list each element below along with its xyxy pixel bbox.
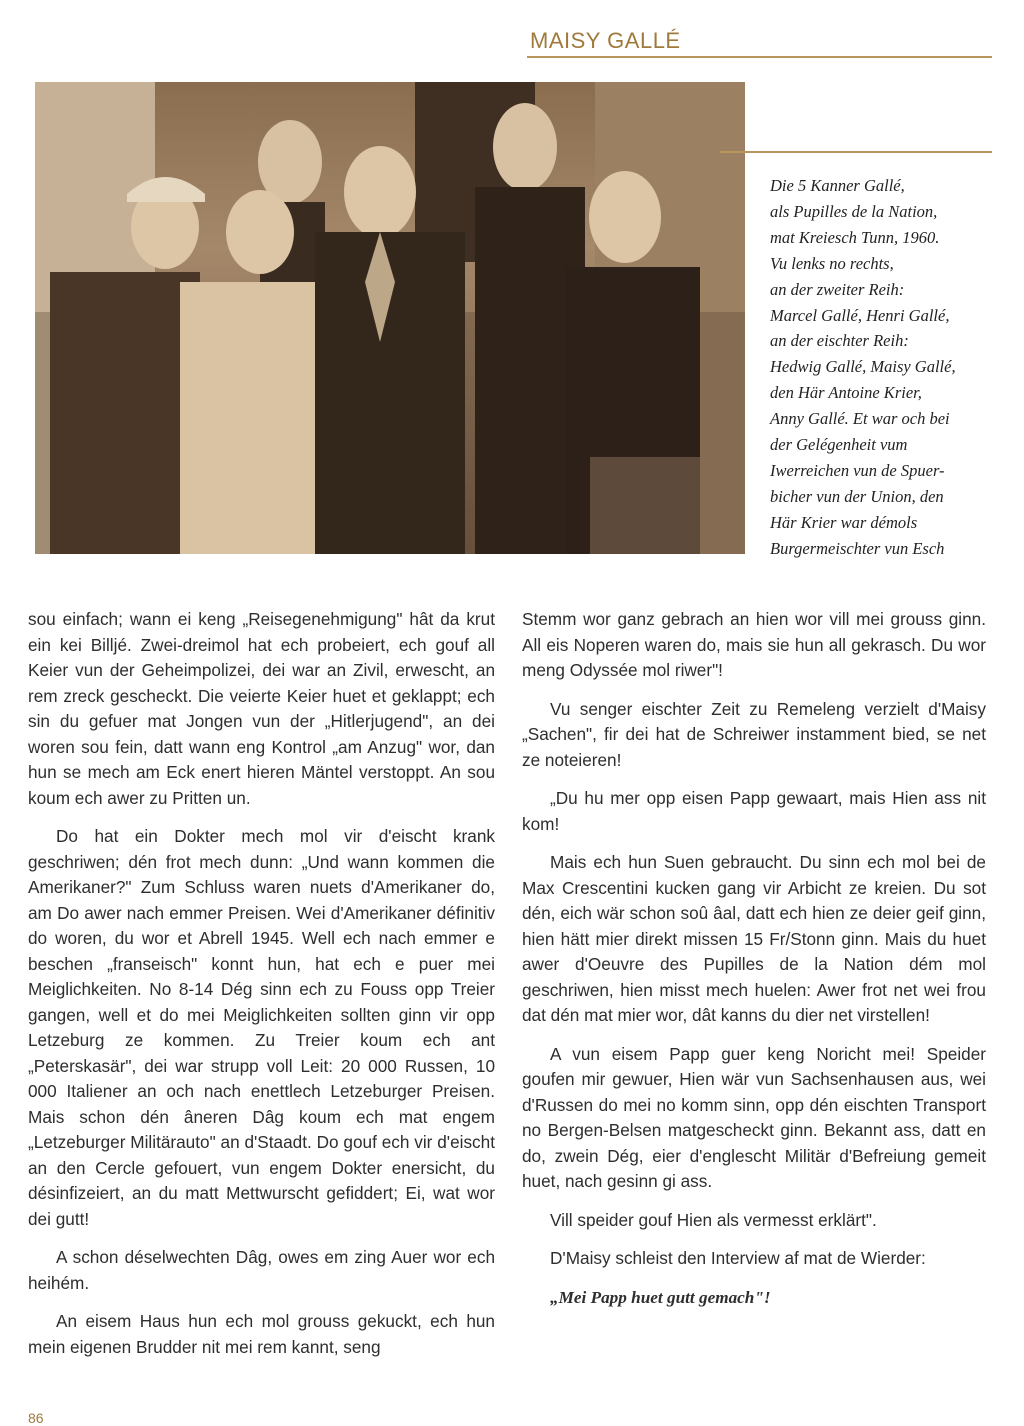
caption-line: bicher vun der Union, den	[770, 486, 944, 506]
body-paragraph: sou einfach; wann ei keng „Reisegenehmigung" hât da krut ein kei Billjé. Zwei-dreimol hat ech probeiert, ech gouf all Keier vun der Geheimpolizei, dei war an Zivil, erwescht, an rem zreck gescheckt. Die veierte Keier huet et geklappt; ech sin du gefuer mat Jongen vun der „Hitlerjugend", an dei woren sou fein, datt wann eng Kontrol „am Anzug" wor, dan hun se mech am Eck enert hieren Mäntel verstoppt. An sou koum ech awer zu Pritten un.	[28, 609, 495, 808]
body-paragraph: Do hat ein Dokter mech mol vir d'eischt krank geschriwen; dén frot mech dunn: „Und wann kommen die Amerikaner?" Zum Schluss waren nuets d'Amerikaner do, am Do awer nach emmer Preisen. Wei d'Amerikaner définitiv do woren, du wor et Abrell 1945. Well ech nach emmer e beschen „franseisch" konnt hun, hat ech e puer mei Meiglichkeiten. No 8-14 Dég sinn ech zu Fouss opp Treier gangen, well et do mei Meiglichkeiten sollten ginn vir opp Letzeburg ze kommen. Zu Treier koum ech ant „Peterskasär", dei war strupp voll Leit: 20 000 Russen, 10 000 Italiener an och nach enettlech Letzeburger Preisen. Mais schon dén âneren Dâg koum ech mat engem „Letzeburger Militärauto" an d'Staadt. Do gouf ech vir d'eischt an den Cercle gefouert, vun engem Dokter enersicht, du désinfizeiert, an du matt Mettwurscht gefiddert; Ei, wat wor dei gutt!	[28, 826, 495, 1229]
caption-line: Burgermeischter vun Esch	[770, 538, 945, 558]
group-photo	[35, 82, 745, 554]
left-text-column	[28, 607, 495, 1373]
right-text-column	[522, 607, 986, 1323]
caption-line: der Gelégenheit vum	[770, 435, 908, 455]
closing-quote: „Mei Papp huet gutt gemach"!	[550, 1287, 771, 1307]
caption-line: Anny Gallé. Et war och bei	[770, 409, 950, 429]
caption-line: mat Kreiesch Tunn, 1960.	[770, 227, 940, 247]
caption-rule	[720, 151, 992, 153]
photo-caption	[770, 173, 990, 562]
body-paragraph: A vun eisem Papp guer keng Noricht mei! Speider goufen mir gewuer, Hien wär vun Sachsenhausen aus, wei d'Russen do mei no komm sinn, opp dén eischten Transport no Bergen-Belsen matgescheckt ginn. Bekannt ass, datt en do, zwein Dég, eier d'englescht Militär d'Befreiung gemeit huet, nach gesinn gi ass.	[522, 1043, 986, 1191]
body-paragraph: Stemm wor ganz gebrach an hien wor vill mei grouss ginn. All eis Noperen waren do, mais sie hun all gekrasch. Du wor meng Odyssée mol riwer"!	[522, 609, 986, 680]
body-paragraph: A schon déselwechten Dâg, owes em zing Auer wor ech heihém.	[28, 1247, 495, 1293]
quote-paragraph: „Du hu mer opp eisen Papp gewaart, mais Hien ass nit kom!	[522, 788, 986, 834]
body-paragraph: Vu senger eischter Zeit zu Remeleng verzielt d'Maisy „Sachen", fir dei hat de Schreiwer instamment bied, se net ze noteieren!	[522, 698, 986, 770]
group-photo-illustration	[35, 82, 745, 554]
caption-line: Hedwig Gallé, Maisy Gallé,	[770, 357, 956, 377]
caption-line: Iwerreichen vun de Spuer-	[770, 460, 945, 480]
caption-line: den Här Antoine Krier,	[770, 383, 922, 403]
header-rule	[527, 56, 992, 58]
running-header-title: MAISY GALLÉ	[530, 28, 681, 53]
caption-line: als Pupilles de la Nation,	[770, 201, 938, 221]
caption-line: Vu lenks no rechts,	[770, 253, 894, 273]
body-paragraph: Vill speider gouf Hien als vermesst erklärt".	[550, 1209, 877, 1230]
body-paragraph: An eisem Haus hun ech mol grouss gekuckt, ech hun mein eigenen Brudder nit mei rem kannt, seng	[28, 1311, 495, 1357]
caption-line: Marcel Gallé, Henri Gallé,	[770, 305, 950, 325]
body-paragraph: Mais ech hun Suen gebraucht. Du sinn ech mol bei de Max Crescentini kucken gang vir Arbicht ze kreien. Du sot dén, eich wär schon soû âal, datt ech hien ze deier geif ginn, hien hätt mier direkt missen 15 Fr/Stonn ginn. Mais du huet awer d'Oeuvre des Pupilles de la Nation dém mol geschriwen, hien misst mech huelen: Awer frot net wei frou dat dén mat mier wor, dât kanns du dier net virstellen!	[522, 852, 986, 1025]
caption-line: an der eischter Reih:	[770, 331, 909, 351]
caption-line: Die 5 Kanner Gallé,	[770, 176, 905, 195]
page-number: 86	[28, 1410, 44, 1426]
caption-line: an der zweiter Reih:	[770, 279, 905, 299]
body-paragraph: D'Maisy schleist den Interview af mat de Wierder:	[550, 1248, 926, 1268]
caption-line: Här Krier war démols	[770, 512, 918, 532]
